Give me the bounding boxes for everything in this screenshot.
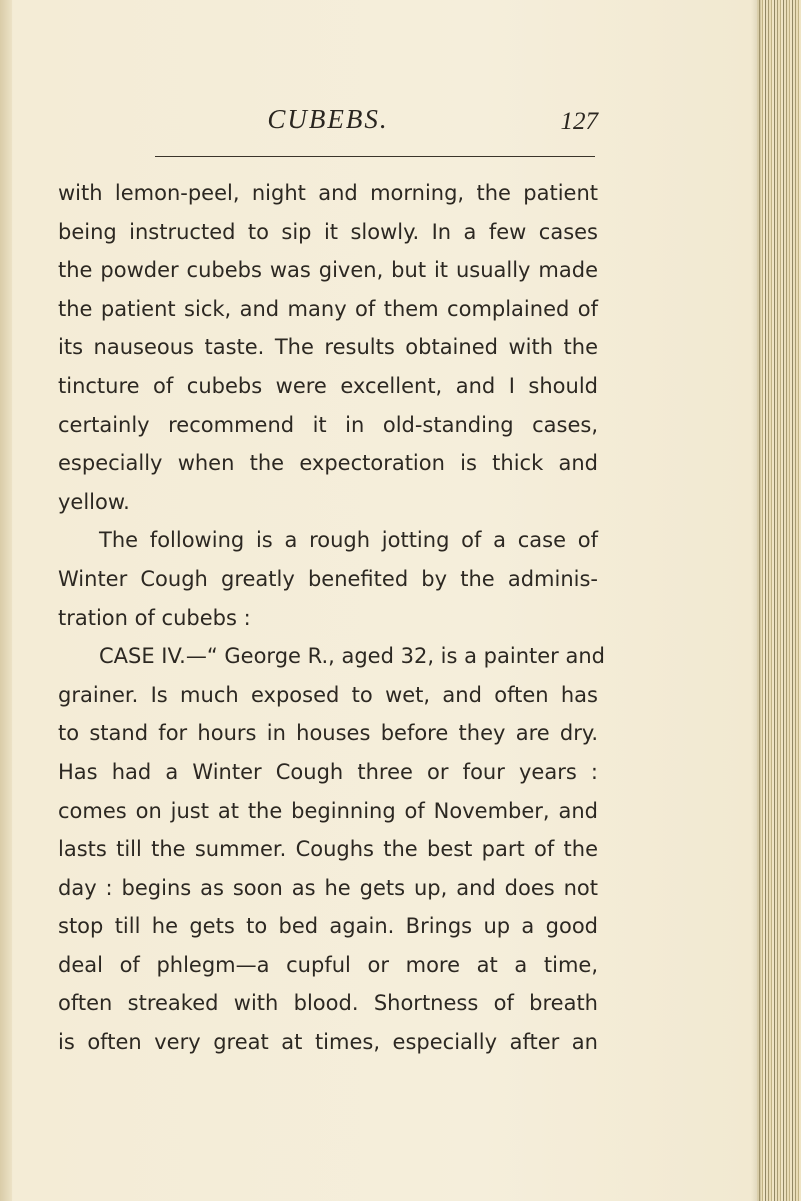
text-line: yellow. [58,489,130,514]
text-line: deal of phlegm—a cupful or more at a time, [58,952,598,977]
body-text [58,174,605,1062]
text-line: with lemon-peel, night and morning, the patient [58,181,598,205]
text-line: lasts till the summer. Coughs the best part of the [58,837,598,862]
text-line: the patient sick, and many of them complained of [58,296,598,321]
text-line: grainer. Is much exposed to wet, and often has [58,682,598,707]
text-line: day : begins as soon as he gets up, and does not [58,875,598,900]
running-title: CUBEBS. [267,104,389,134]
text-line: tration of cubebs : [58,605,251,630]
text-line: tincture of cubebs were excellent, and I should [58,373,598,398]
gutter-shadow [0,0,12,1201]
text-line: being instructed to sip it slowly. In a few cases [58,219,598,244]
header-rule [155,156,595,157]
text-line: The following is a rough jotting of a case of [99,528,598,553]
text-line: comes on just at the beginning of November, and [58,798,598,823]
text-line: Winter Cough greatly benefited by the adminis- [58,566,598,591]
text-line: the powder cubebs was given, but it usually made [58,258,598,283]
text-line: certainly recommend it in old-standing cases, [58,412,598,437]
page-header [58,104,598,144]
text-line: its nauseous taste. The results obtained with the [58,335,598,360]
text-line: often streaked with blood. Shortness of breath [58,991,598,1016]
text-line: Has had a Winter Cough three or four years : [58,759,598,784]
page-number: 127 [560,108,598,135]
page-edges [757,0,801,1201]
text-line: to stand for hours in houses before they are dry. [58,721,598,746]
text-line: is often very great at times, especially after an [58,1030,598,1055]
text-line: CASE IV.—“ George R., aged 32, is a painter and [99,644,605,669]
text-line: stop till he gets to bed again. Brings up a good [58,914,598,939]
text-line: especially when the expectoration is thick and [58,451,598,476]
